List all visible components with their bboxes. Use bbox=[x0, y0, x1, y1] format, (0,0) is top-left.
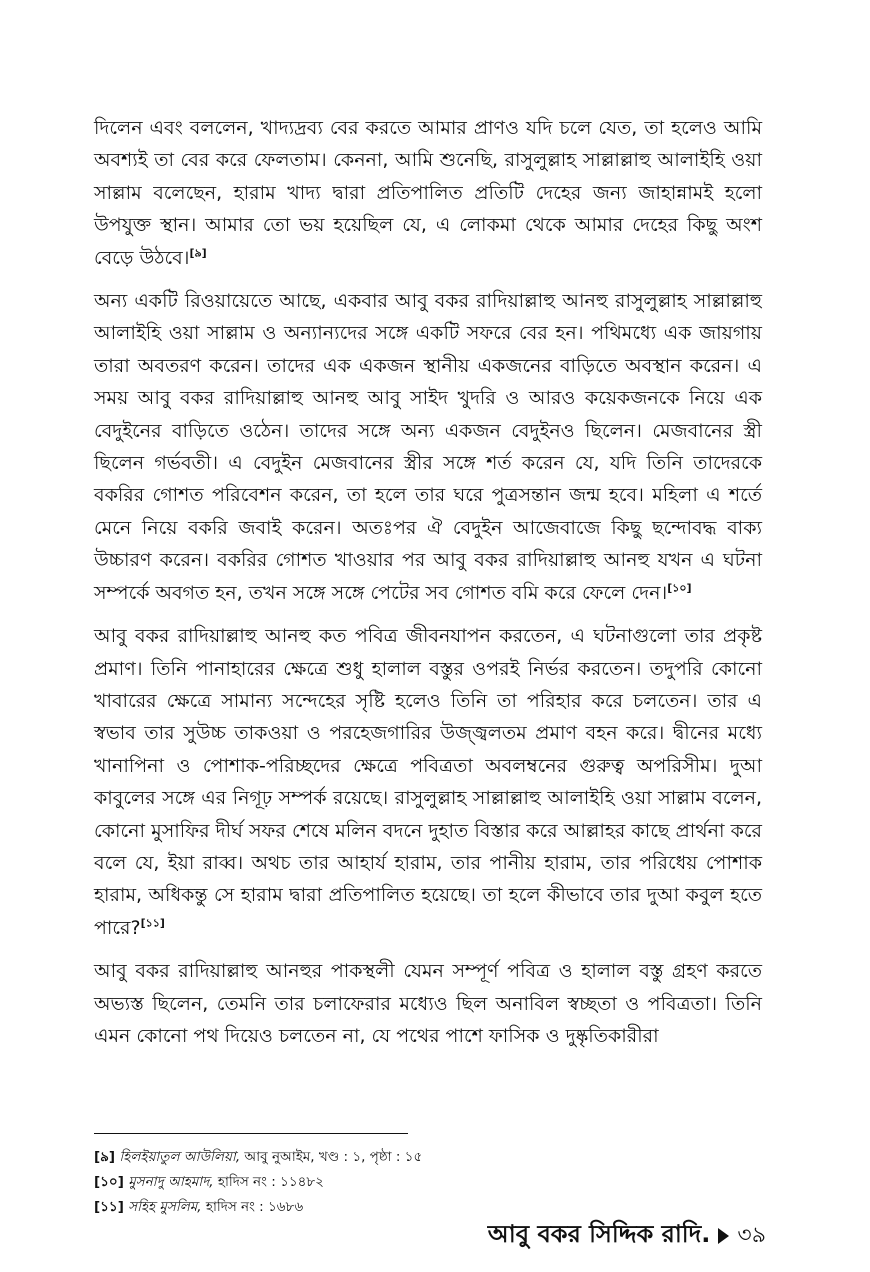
paragraph-text: অন্য একটি রিওয়ায়েতে আছে, একবার আবু বকর রাদিয়াল্লাহু আনহু রাসুলুল্লাহ সাল্লাল্লাহু আলাইহি ওয়া সাল্লাম ও অন্যান্যদের সঙ্গে একটি সফরে বের হন। পথিমধ্যে এক জায়গায় তারা অবতরণ করেন। তাদের এক একজন স্থানীয় একজনের বাড়িতে অবস্থান করেন। এ সময় আবু বকর রাদিয়াল্লাহু আনহু আবু সাইদ খুদরি ও আরও কয়েকজনকে নিয়ে এক বেদুইনের বাড়িতে ওঠেন। তাদের সঙ্গে অন্য একজন বেদুইনও ছিলেন। মেজবানের স্ত্রী ছিলেন গর্ভবতী। এ বেদুইন মেজবানের স্ত্রীর সঙ্গে শর্ত করেন যে, যদি তিনি তাদেরকে বকরির গোশত পরিবেশন করেন, তা হলে তার ঘরে পুত্রসন্তান জন্ম হবে। মহিলা এ শর্তে মেনে নিয়ে বকরি জবাই করেন। অতঃপর ঐ বেদুইন আজেবাজে কিছু ছন্দোবদ্ধ বাক্য উচ্চারণ করেন। বকরির গোশত খাওয়ার পর আবু বকর রাদিয়াল্লাহু আনহু যখন এ ঘটনা সম্পর্কে অবগত হন, তখন সঙ্গে সঙ্গে পেটের সব গোশত বমি করে ফেলে দেন। bbox=[94, 290, 762, 604]
paragraph bbox=[94, 955, 762, 1052]
footnote-source-title: হিলইয়াতুল আউলিয়া, bbox=[119, 1149, 241, 1165]
page-number: ৩৯ bbox=[737, 1222, 766, 1248]
paragraph bbox=[94, 112, 762, 274]
paragraph-text: দিলেন এবং বললেন, খাদ্যদ্রব্য বের করতে আমার প্রাণও যদি চলে যেত, তা হলেও আমি অবশ্যই তা বের করে ফেলতাম। কেননা, আমি শুনেছি, রাসুলুল্লাহ সাল্লাল্লাহু আলাইহি ওয়া সাল্লাম বলেছেন, হারাম খাদ্য দ্বারা প্রতিপালিত প্রতিটি দেহের জন্য জাহান্নামই হলো উপযুক্ত স্থান। আমার তো ভয় হয়েছিল যে, এ লোকমা থেকে আমার দেহের কিছু অংশ বেড়ে উঠবে। bbox=[94, 117, 762, 269]
footnote-item bbox=[94, 1170, 594, 1195]
footnote-number: [৯] bbox=[94, 1149, 116, 1165]
paragraph-text: আবু বকর রাদিয়াল্লাহু আনহু কত পবিত্র জীবনযাপন করতেন, এ ঘটনাগুলো তার প্রকৃষ্ট প্রমাণ। তিনি পানাহারের ক্ষেত্রে শুধু হালাল বস্তুর ওপরই নির্ভর করতেন। তদুপরি কোনো খাবারের ক্ষেত্রে সামান্য সন্দেহের সৃষ্টি হলেও তিনি তা পরিহার করে চলতেন। তার এ স্বভাব তার সুউচ্চ তাকওয়া ও পরহেজগারির উজ্জ্বলতম প্রমাণ বহন করে। দ্বীনের মধ্যে খানাপিনা ও পোশাক-পরিচ্ছদের ক্ষেত্রে পবিত্রতা অবলম্বনের গুরুত্ব অপরিসীম। দুআ কাবুলের সঙ্গে এর নিগূঢ় সম্পর্ক রয়েছে। রাসুলুল্লাহ সাল্লাল্লাহু আলাইহি ওয়া সাল্লাম বলেন, কোনো মুসাফির দীর্ঘ সফর শেষে মলিন বদনে দুহাত বিস্তার করে আল্লাহর কাছে প্রার্থনা করে বলে যে, ইয়া রাব্ব। অথচ তার আহার্য হারাম, তার পানীয় হারাম, তার পরিধেয় পোশাক হারাম, অধিকন্তু সে হারাম দ্বারা প্রতিপালিত হয়েছে। তা হলে কীভাবে তার দুআ কবুল হতে পারে? bbox=[94, 625, 762, 939]
footnote-item bbox=[94, 1145, 594, 1170]
triangle-right-icon bbox=[718, 1228, 729, 1244]
footnote-ref[interactable]: [১০] bbox=[667, 581, 692, 595]
footnote-number: [১০] bbox=[94, 1174, 124, 1190]
footnote-detail: হাদিস নং : ১১৪৮২ bbox=[213, 1174, 324, 1190]
paragraph bbox=[94, 285, 762, 609]
footnote-source-title: সহিহ মুসলিম, bbox=[128, 1199, 202, 1215]
body-text bbox=[94, 112, 762, 1063]
footnote-divider bbox=[94, 1133, 408, 1134]
footnote-ref[interactable]: [৯] bbox=[189, 246, 207, 260]
running-footer bbox=[488, 1220, 766, 1252]
footnote-source-title: মুসনাদু আহমাদ, bbox=[128, 1174, 214, 1190]
footnote-detail: আবু নুআইম, খণ্ড : ১, পৃষ্ঠা : ১৫ bbox=[240, 1149, 423, 1165]
footnote-ref[interactable]: [১১] bbox=[140, 916, 165, 930]
footnote-detail: হাদিস নং : ১৬৮৬ bbox=[201, 1199, 304, 1215]
footnotes bbox=[94, 1145, 594, 1220]
footnote-number: [১১] bbox=[94, 1199, 124, 1215]
paragraph-text: আবু বকর রাদিয়াল্লাহু আনহুর পাকস্থলী যেমন সম্পূর্ণ পবিত্র ও হালাল বস্তু গ্রহণ করতে অভ্যস্ত ছিলেন, তেমনি তার চলাফেরার মধ্যেও ছিল অনাবিল স্বচ্ছতা ও পবিত্রতা। তিনি এমন কোনো পথ দিয়েও চলতেন না, যে পথের পাশে ফাসিক ও দুষ্কৃতিকারীরা bbox=[94, 960, 762, 1047]
book-title: আবু বকর সিদ্দিক রাদি. bbox=[487, 1220, 711, 1248]
paragraph bbox=[94, 620, 762, 944]
